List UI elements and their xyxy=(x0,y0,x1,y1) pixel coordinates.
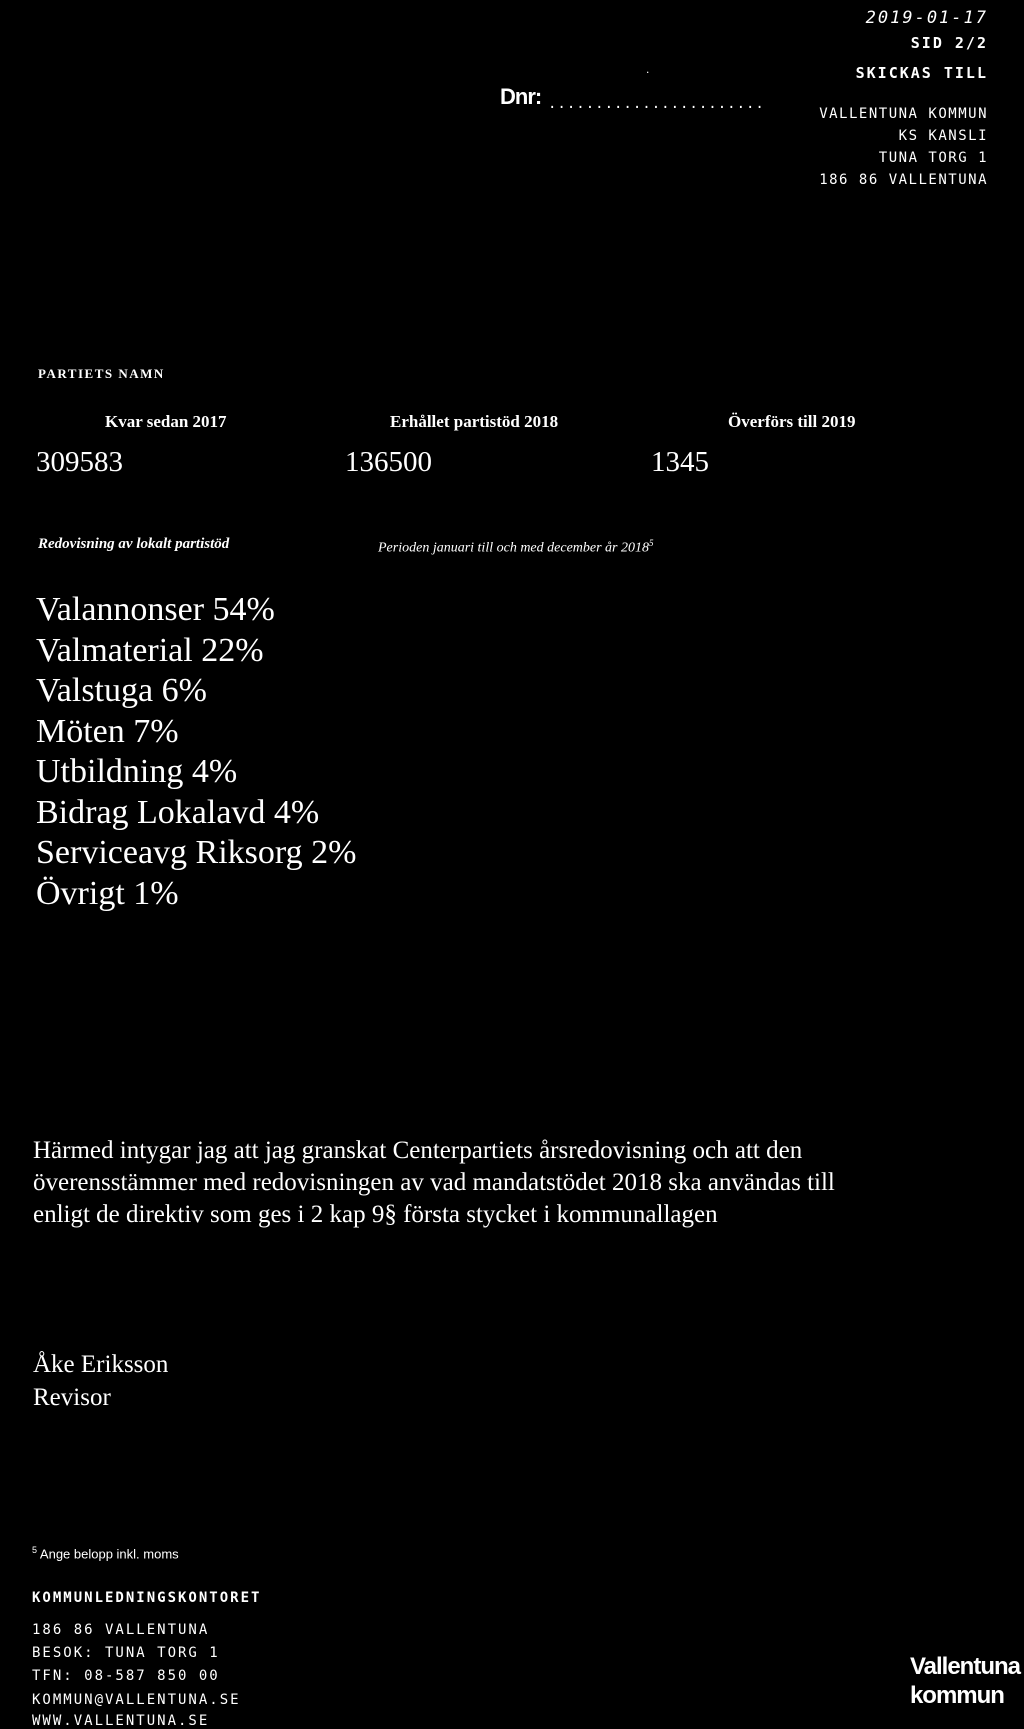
signatory-name: Åke Eriksson xyxy=(33,1351,169,1378)
signatory-title: Revisor xyxy=(33,1384,111,1411)
col-heading-received-2018: Erhållet partistöd 2018 xyxy=(390,412,559,431)
footer-phone: TFN: 08-587 850 00 xyxy=(32,1668,220,1684)
footnote-text: Ange belopp inkl. moms xyxy=(39,1546,179,1562)
expense-item: Övrigt 1% xyxy=(36,874,179,912)
statement-line: överensstämmer med redovisningen av vad mandatstödet 2018 ska användas till xyxy=(33,1169,835,1196)
signature-block xyxy=(33,1348,168,1414)
expense-item: Bidrag Lokalavd 4% xyxy=(36,793,320,831)
recipient-line-2: KS KANSLI xyxy=(898,128,988,144)
document-date: 2019-01-17 xyxy=(865,8,988,28)
party-name-label: PARTIETS NAMN xyxy=(38,366,165,381)
expense-item: Möten 7% xyxy=(36,712,179,750)
footer-email: KOMMUN@VALLENTUNA.SE xyxy=(32,1692,241,1708)
expense-item: Serviceavg Riksorg 2% xyxy=(36,834,357,871)
statement-line: Härmed intygar jag att jag granskat Centerpartiets årsredovisning och att den xyxy=(33,1137,803,1164)
value-remaining-2017: 309583 xyxy=(36,446,123,478)
recipient-line-4: 186 86 VALLENTUNA xyxy=(819,172,988,188)
value-received-2018: 136500 xyxy=(345,446,432,478)
expense-item: Valstuga 6% xyxy=(36,672,207,709)
footnote xyxy=(32,1545,179,1561)
vallentuna-logo xyxy=(910,1652,1020,1710)
footer-visit: BESOK: TUNA TORG 1 xyxy=(32,1645,220,1661)
mark-dot: . xyxy=(646,62,650,76)
footnote-number: 5 xyxy=(32,1545,38,1555)
attestation-statement xyxy=(33,1135,993,1231)
page-number: SID 2/2 xyxy=(910,34,988,52)
dnr-dotted-line: ....................... xyxy=(548,96,765,112)
logo-line-2: kommun xyxy=(909,1682,1004,1709)
expense-item: Utbildning 4% xyxy=(36,753,238,790)
report-title: Redovisning av lokalt partistöd xyxy=(38,536,230,552)
statement-line: enligt de direktiv som ges i 2 kap 9§ första stycket i kommunallagen xyxy=(33,1201,718,1228)
period-footnote-ref: 5 xyxy=(649,538,654,548)
expense-list xyxy=(36,590,356,914)
send-to-label: SKICKAS TILL xyxy=(855,64,988,82)
dnr-label: Dnr: xyxy=(500,84,542,109)
report-period xyxy=(378,538,654,557)
period-text: Perioden januari till och med december år 2018 xyxy=(378,540,650,556)
col-heading-transfer-2019: Överförs till 2019 xyxy=(728,412,856,431)
expense-item: Valmaterial 22% xyxy=(36,631,264,669)
footer-website: WWW.VALLENTUNA.SE xyxy=(32,1713,210,1729)
recipient-line-1: VALLENTUNA KOMMUN xyxy=(819,106,988,122)
expense-item: Valannonser 54% xyxy=(36,591,275,628)
recipient-line-3: TUNA TORG 1 xyxy=(878,150,988,166)
office-name: KOMMUNLEDNINGSKONTORET xyxy=(32,1590,262,1606)
col-heading-remaining-2017: Kvar sedan 2017 xyxy=(105,412,227,431)
value-transfer-2019: 1345 xyxy=(651,446,709,478)
logo-line-1: Vallentuna xyxy=(909,1653,1020,1680)
footer-postal: 186 86 VALLENTUNA xyxy=(32,1622,210,1638)
